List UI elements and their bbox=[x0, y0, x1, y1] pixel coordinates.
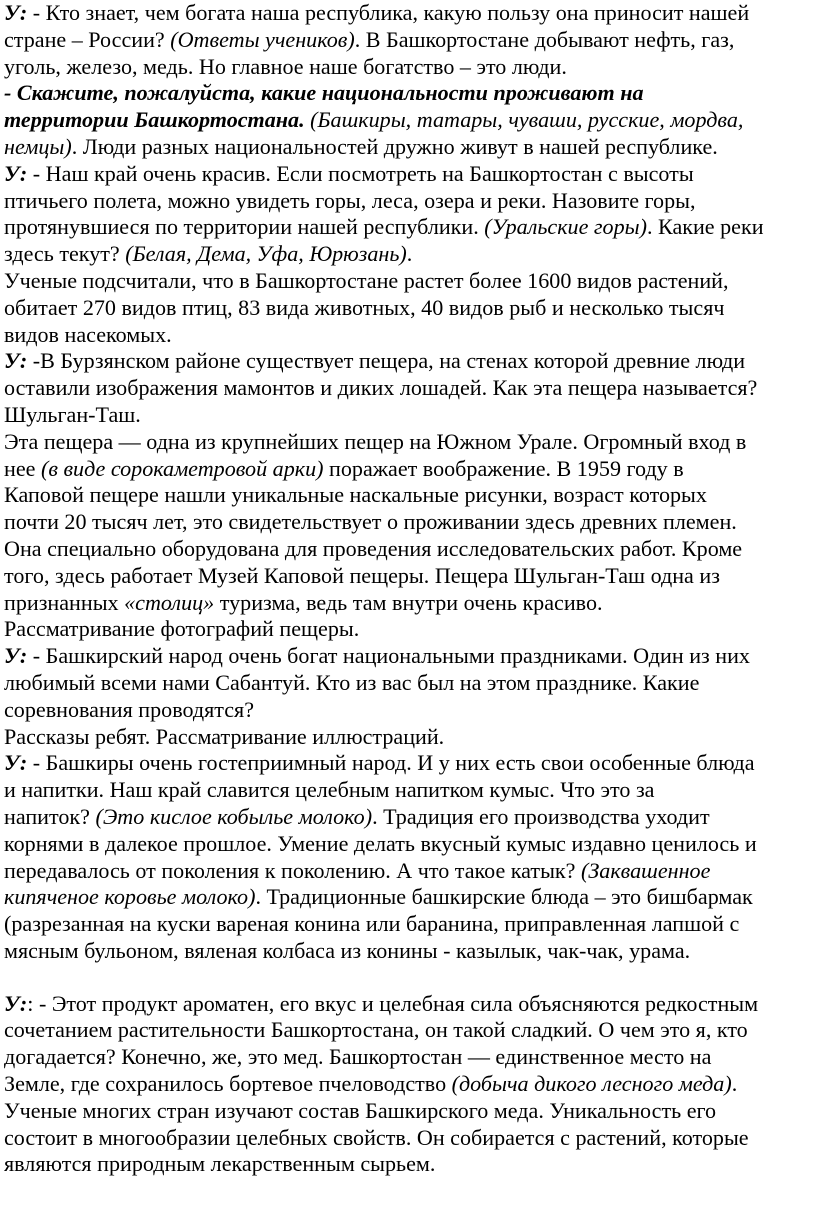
text-segment: напиток? bbox=[4, 803, 96, 829]
text-line bbox=[4, 1125, 812, 1152]
text-line bbox=[4, 27, 812, 54]
text-line bbox=[4, 268, 812, 295]
text-line bbox=[4, 697, 812, 724]
text-segment: сочетанием растительности Башкортостана, он такой сладкий. О чем это я, кто bbox=[4, 1017, 748, 1043]
text-segment: любимый всеми нами Сабантуй. Кто из вас был на этом празднике. Какие bbox=[4, 669, 700, 695]
text-line bbox=[4, 429, 812, 456]
text-segment: уголь, железо, медь. Но главное наше богатство – это люди. bbox=[4, 53, 567, 79]
text-line bbox=[4, 831, 812, 858]
text-segment: и напитки. Наш край славится целебным напитком кумыс. Что это за bbox=[4, 777, 655, 803]
text-line bbox=[4, 161, 812, 188]
text-segment: Рассматривание фотографий пещеры. bbox=[4, 616, 360, 642]
italic-text: (Это кислое кобылье молоко) bbox=[95, 803, 373, 829]
text-segment: передавалось от поколения к поколению. А что такое катык? bbox=[4, 857, 581, 883]
text-segment: . bbox=[731, 1071, 738, 1097]
italic-text: (Башкиры, татары, чуваши, русские, мордва, bbox=[304, 107, 744, 133]
italic-text: (Уральские горы) bbox=[484, 214, 647, 240]
text-segment: Ученые многих стран изучают состав Башкирского меда. Уникальность его bbox=[4, 1097, 717, 1123]
text-segment: : - Этот продукт ароматен, его вкус и целебная сила объясняются редкостным bbox=[27, 990, 759, 1016]
text-line bbox=[4, 214, 812, 241]
text-segment: . Люди разных национальностей дружно живут в нашей республике. bbox=[71, 133, 718, 159]
text-line bbox=[4, 884, 812, 911]
italic-text: (Белая, Дема, Уфа, Юрюзань) bbox=[125, 241, 407, 267]
text-segment: . bbox=[406, 241, 413, 267]
text-line bbox=[4, 402, 812, 429]
speaker-label: - Скажите, пожалуйста, какие национальности проживают на bbox=[4, 80, 644, 106]
italic-text: (Заквашенное bbox=[580, 857, 711, 883]
text-segment: поражает воображение. В 1959 году в bbox=[323, 455, 684, 481]
text-segment: здесь текут? bbox=[4, 241, 126, 267]
text-segment: Ученые подсчитали, что в Башкортостане растет более 1600 видов растений, bbox=[4, 267, 729, 293]
italic-text: немцы) bbox=[4, 133, 72, 159]
text-segment: Земле, где сохранилось бортевое пчеловодство bbox=[4, 1071, 452, 1097]
speaker-label: У: bbox=[4, 160, 28, 186]
text-segment: оставили изображения мамонтов и диких лошадей. Как эта пещера называется? bbox=[4, 375, 758, 401]
text-segment: птичьего полета, можно увидеть горы, леса, озера и реки. Назовите горы, bbox=[4, 187, 696, 213]
text-line bbox=[4, 0, 812, 27]
italic-text: «столиц» bbox=[124, 589, 215, 615]
text-line bbox=[4, 509, 812, 536]
text-line bbox=[4, 777, 812, 804]
text-line bbox=[4, 563, 812, 590]
text-segment: корнями в далекое прошлое. Умение делать вкусный кумыс издавно ценилось и bbox=[4, 830, 757, 856]
text-segment: Она специально оборудована для проведения исследовательских работ. Кроме bbox=[4, 535, 743, 561]
text-line bbox=[4, 590, 812, 617]
text-segment: - Башкирский народ очень богат национальными праздниками. Один из них bbox=[27, 643, 750, 669]
text-segment: стране – России? bbox=[4, 26, 171, 52]
speaker-label: У: bbox=[4, 348, 28, 374]
text-line bbox=[4, 670, 812, 697]
text-line bbox=[4, 375, 812, 402]
text-line bbox=[4, 241, 812, 268]
text-segment: являются природным лекарственным сырьем. bbox=[4, 1151, 436, 1177]
text-line bbox=[4, 724, 812, 751]
text-line bbox=[4, 348, 812, 375]
text-segment: Каповой пещере нашли уникальные наскальные рисунки, возраст которых bbox=[4, 482, 707, 508]
text-line bbox=[4, 536, 812, 563]
text-segment: Рассказы ребят. Рассматривание иллюстраций. bbox=[4, 723, 445, 749]
text-segment: туризма, ведь там внутри очень красиво. bbox=[214, 589, 603, 615]
speaker-label: территории Башкортостана. bbox=[4, 107, 305, 133]
italic-text: (добыча дикого лесного меда) bbox=[451, 1071, 732, 1097]
text-segment: того, здесь работает Музей Каповой пещеры. Пещера Шульган-Таш одна из bbox=[4, 562, 720, 588]
speaker-label: У: bbox=[4, 750, 28, 776]
text-segment: признанных bbox=[4, 589, 125, 615]
text-segment: -В Бурзянском районе существует пещера, на стенах которой древние люди bbox=[27, 348, 746, 374]
text-line bbox=[4, 991, 812, 1018]
text-segment: состоит в многообразии целебных свойств. Он собирается с растений, которые bbox=[4, 1124, 749, 1150]
italic-text: (Ответы учеников) bbox=[170, 26, 355, 52]
text-line bbox=[4, 750, 812, 777]
text-line bbox=[4, 1017, 812, 1044]
text-segment: . Традиция его производства уходит bbox=[372, 803, 710, 829]
text-segment: (разрезанная на куски вареная конина или баранина, приправленная лапшой с bbox=[4, 911, 740, 937]
italic-text: кипяченое коровье молоко) bbox=[4, 884, 256, 910]
text-line bbox=[4, 482, 812, 509]
text-segment: Эта пещера — одна из крупнейших пещер на Южном Урале. Огромный вход в bbox=[4, 428, 747, 454]
speaker-label: У: bbox=[4, 0, 28, 25]
text-line bbox=[4, 616, 812, 643]
text-segment: . В Башкортостане добывают нефть, газ, bbox=[354, 26, 735, 52]
text-line bbox=[4, 1071, 812, 1098]
text-line bbox=[4, 188, 812, 215]
speaker-label: У: bbox=[4, 643, 28, 669]
text-segment: - Кто знает, чем богата наша республика, какую пользу она приносит нашей bbox=[27, 0, 750, 25]
document-body bbox=[4, 0, 812, 1178]
text-line bbox=[4, 107, 812, 134]
text-segment: догадается? Конечно, же, это мед. Башкортостан — единственное место на bbox=[4, 1044, 712, 1070]
text-line bbox=[4, 134, 812, 161]
text-line bbox=[4, 456, 812, 483]
text-line bbox=[4, 1098, 812, 1125]
text-line bbox=[4, 858, 812, 885]
italic-text: (в виде сорокаметровой арки) bbox=[40, 455, 324, 481]
text-line bbox=[4, 1151, 812, 1178]
text-line bbox=[4, 643, 812, 670]
text-line bbox=[4, 322, 812, 349]
text-line bbox=[4, 80, 812, 107]
text-line bbox=[4, 295, 812, 322]
text-segment: видов насекомых. bbox=[4, 321, 172, 347]
text-line bbox=[4, 911, 812, 938]
text-segment: мясным бульоном, вяленая колбаса из конины - казылык, чак-чак, урама. bbox=[4, 937, 691, 963]
speaker-label: У: bbox=[4, 990, 28, 1016]
text-line bbox=[4, 804, 812, 831]
text-line bbox=[4, 54, 812, 81]
text-segment: почти 20 тысяч лет, это свидетельствует о проживании здесь древних племен. bbox=[4, 509, 737, 535]
text-segment: нее bbox=[4, 455, 41, 481]
text-segment: протянувшиеся по территории нашей республики. bbox=[4, 214, 485, 240]
text-segment: Шульган-Таш. bbox=[4, 401, 141, 427]
text-segment: . Традиционные башкирские блюда – это бишбармак bbox=[255, 884, 753, 910]
text-segment: соревнования проводятся? bbox=[4, 696, 255, 722]
text-segment: - Наш край очень красив. Если посмотреть на Башкортостан с высоты bbox=[27, 160, 694, 186]
text-line bbox=[4, 1044, 812, 1071]
text-segment: . Какие реки bbox=[646, 214, 764, 240]
text-segment: обитает 270 видов птиц, 83 вида животных, 40 видов рыб и несколько тысяч bbox=[4, 294, 725, 320]
text-line bbox=[4, 938, 812, 965]
text-segment: - Башкиры очень гостеприимный народ. И у них есть свои особенные блюда bbox=[27, 750, 755, 776]
